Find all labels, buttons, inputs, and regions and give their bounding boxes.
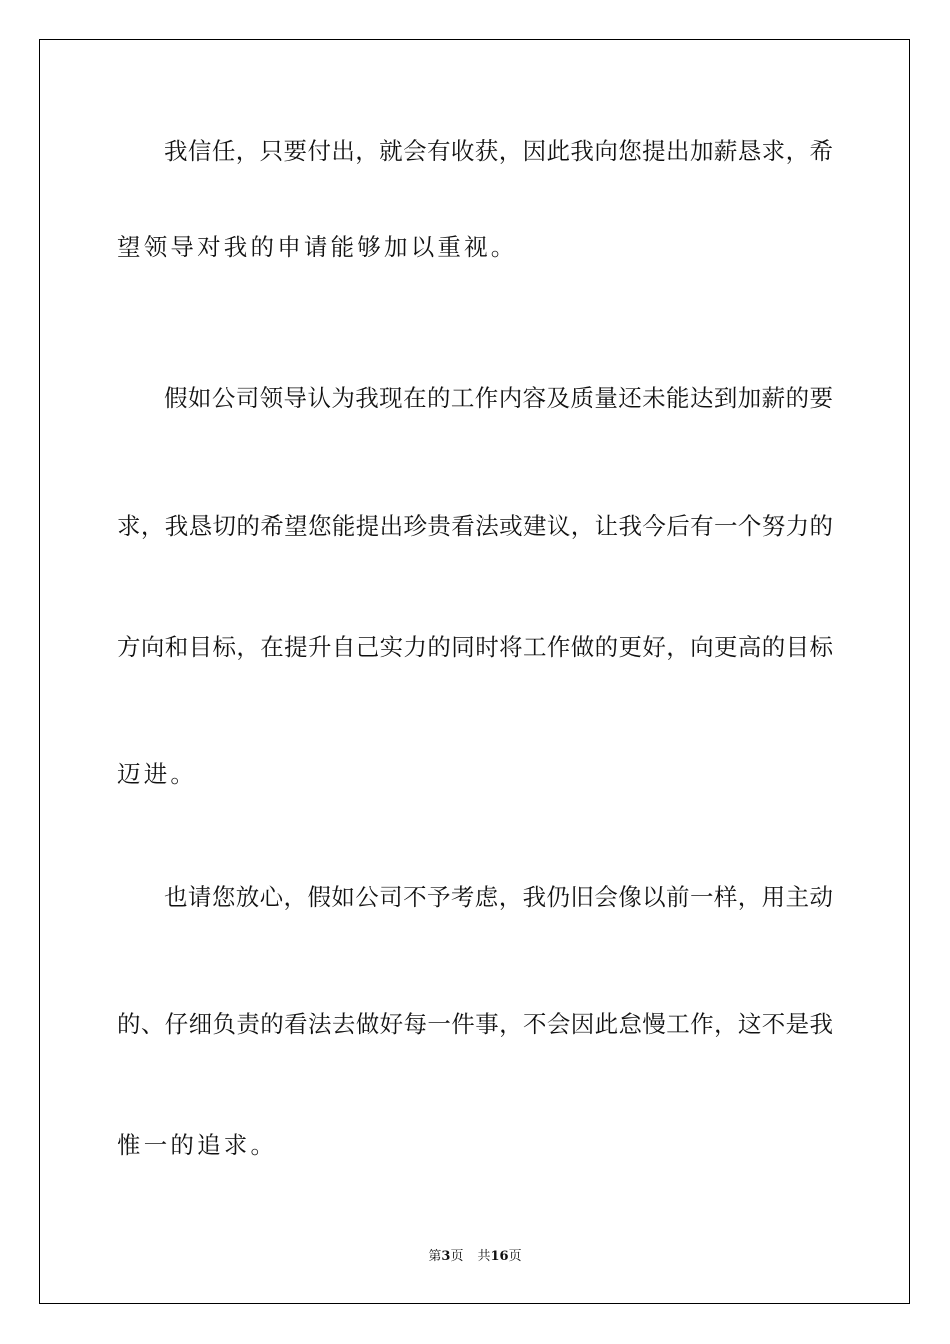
total-pages: 16: [490, 1249, 509, 1264]
page-number: 3: [441, 1249, 451, 1264]
page-footer: [0, 1245, 950, 1264]
total-prefix: 共: [477, 1249, 491, 1264]
paragraph-line: 求，我恳切的希望您能提出珍贵看法或建议，让我今后有一个努力的: [117, 512, 833, 540]
total-suffix: 页: [508, 1249, 522, 1264]
page-border: [39, 39, 910, 1304]
paragraph-line: 迈进。: [117, 760, 198, 788]
paragraph-line: 也请您放心，假如公司不予考虑，我仍旧会像以前一样，用主动: [164, 883, 833, 911]
paragraph-line: 假如公司领导认为我现在的工作内容及质量还未能达到加薪的要: [164, 384, 833, 412]
page-suffix: 页: [450, 1249, 464, 1264]
paragraph-line: 望领导对我的申请能够加以重视。: [117, 233, 518, 261]
paragraph-line: 的、仔细负责的看法去做好每一件事，不会因此怠慢工作，这不是我: [117, 1010, 833, 1038]
paragraph-line: 我信任，只要付出，就会有收获，因此我向您提出加薪恳求，希: [164, 137, 833, 165]
page-prefix: 第: [428, 1249, 442, 1264]
paragraph-line: 方向和目标，在提升自己实力的同时将工作做的更好，向更高的目标: [117, 633, 833, 661]
paragraph-line: 惟一的追求。: [117, 1131, 278, 1159]
